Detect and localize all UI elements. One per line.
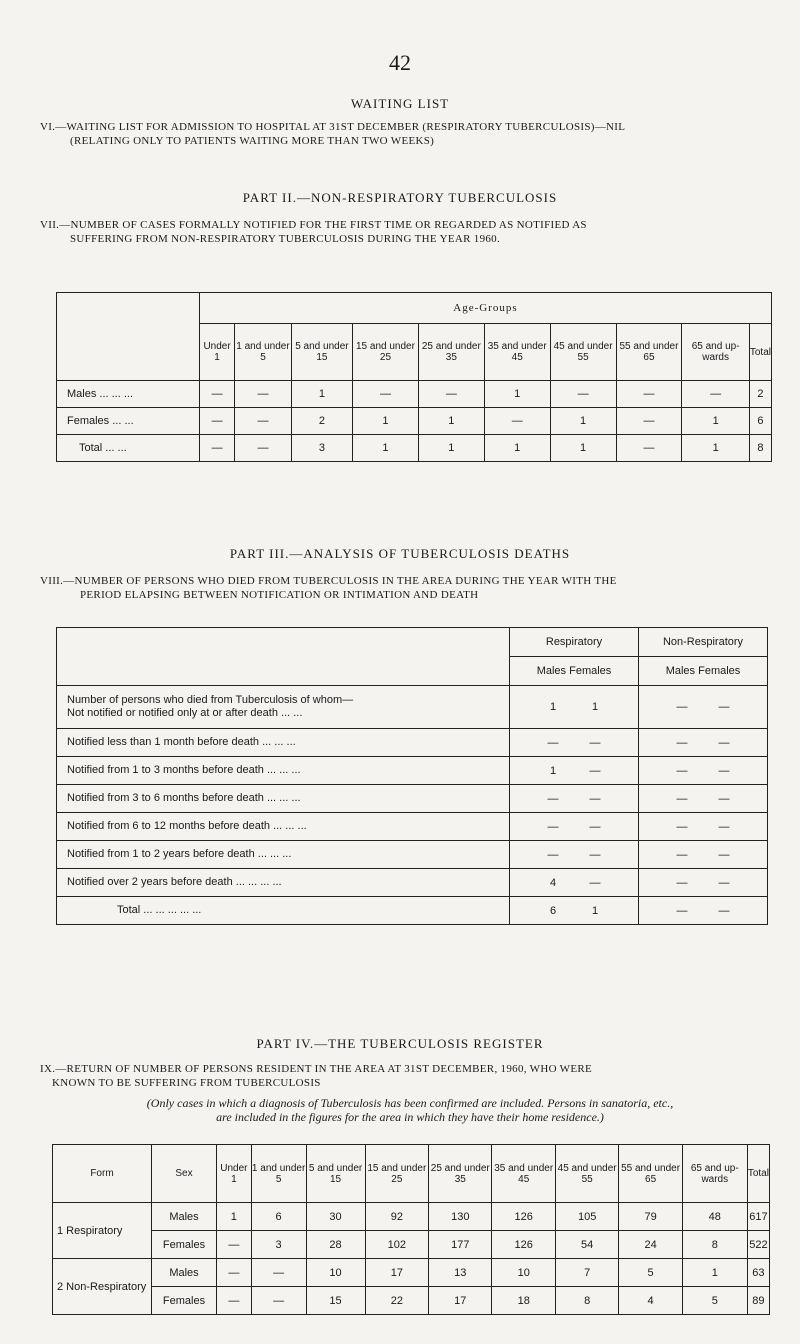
non-respiratory-cell — [639, 813, 768, 841]
respiratory-cell — [510, 897, 639, 925]
females-value: — — [718, 764, 730, 777]
respiratory-cell — [510, 841, 639, 869]
cell: 7 — [555, 1259, 618, 1287]
sex-label: Males — [152, 1203, 217, 1231]
col-header: 35 and under 45 — [484, 324, 550, 381]
sex-label: Females — [152, 1231, 217, 1259]
waiting-line-1: VI.—WAITING LIST FOR ADMISSION TO HOSPITAL AT 31ST DECEMBER (RESPIRATORY TUBERCULOSIS)—NIL — [40, 121, 626, 133]
row-label: Notified from 3 to 6 months before death ... ... ... — [57, 785, 510, 813]
row-label: Notified over 2 years before death ... ... ... ... — [57, 869, 510, 897]
part2-heading: PART II.—NON-RESPIRATORY TUBERCULOSIS — [242, 190, 558, 205]
row-label: Total ... ... ... ... ... — [57, 897, 510, 925]
col-header: 15 and under 25 — [353, 324, 419, 381]
col-header: 45 and under 55 — [555, 1145, 618, 1203]
sex-label: Females — [152, 1287, 217, 1315]
cell: 1 — [682, 408, 749, 435]
cell: 105 — [555, 1203, 618, 1231]
col-header: Sex — [152, 1145, 217, 1203]
cell: 5 — [682, 1287, 747, 1315]
cell: — — [418, 381, 484, 408]
col-header: Under 1 — [217, 1145, 252, 1203]
cell: 1 — [682, 435, 749, 462]
part3-line-1: VIII.—NUMBER OF PERSONS WHO DIED FROM TUBERCULOSIS IN THE AREA DURING THE YEAR WITH THE — [40, 575, 617, 587]
cell: — — [235, 435, 292, 462]
non-respiratory-cell — [639, 757, 768, 785]
row-label: Notified from 1 to 2 years before death ... ... ... — [57, 841, 510, 869]
part4-description — [40, 1062, 770, 1090]
table-row — [57, 757, 768, 785]
cell: 3 — [251, 1231, 306, 1259]
cell: — — [251, 1287, 306, 1315]
males-value: 6 — [549, 904, 557, 917]
cell: 1 — [550, 408, 616, 435]
cell: — — [200, 435, 235, 462]
non-respiratory-cell — [639, 897, 768, 925]
cell: 1 — [418, 435, 484, 462]
col-header: 55 and under 65 — [619, 1145, 682, 1203]
females-value: — — [589, 792, 601, 805]
cell: 17 — [365, 1259, 428, 1287]
cell: 126 — [492, 1231, 555, 1259]
females-value: 1 — [591, 904, 599, 917]
cell: 6 — [749, 408, 771, 435]
part2-line-2: SUFFERING FROM NON-RESPIRATORY TUBERCULOSIS DURING THE YEAR 1960. — [70, 233, 501, 245]
non-respiratory-table — [56, 292, 772, 462]
females-value: — — [718, 792, 730, 805]
males-value: — — [547, 848, 559, 861]
respiratory-cell — [510, 757, 639, 785]
cell: 8 — [555, 1287, 618, 1315]
table-row — [53, 1203, 770, 1231]
females-value: — — [589, 848, 601, 861]
form-label: 2 Non-Respiratory — [53, 1259, 152, 1315]
respiratory-cell — [510, 686, 639, 729]
females-value: — — [718, 701, 730, 713]
cell: — — [251, 1259, 306, 1287]
respiratory-cell — [510, 785, 639, 813]
cell: — — [200, 408, 235, 435]
cell: — — [235, 381, 292, 408]
cell: 10 — [492, 1259, 555, 1287]
cell: — — [616, 381, 682, 408]
females-value: — — [589, 820, 601, 833]
females-value: — — [718, 848, 730, 861]
cell: — — [217, 1231, 252, 1259]
cell: — — [484, 408, 550, 435]
cell: 8 — [682, 1231, 747, 1259]
non-respiratory-cell — [639, 686, 768, 729]
cell: 1 — [418, 408, 484, 435]
cell: 1 — [550, 435, 616, 462]
cell: 2 — [291, 408, 352, 435]
col-header: 55 and under 65 — [616, 324, 682, 381]
row-label: Notified from 1 to 3 months before death ... ... ... — [57, 757, 510, 785]
col-header: 25 and under 35 — [418, 324, 484, 381]
page-number: 42 — [389, 50, 411, 75]
row-label: Notified less than 1 month before death ... ... ... — [57, 729, 510, 757]
part4-line-2: KNOWN TO BE SUFFERING FROM TUBERCULOSIS — [52, 1077, 321, 1089]
males-value: — — [676, 820, 688, 833]
cell: 79 — [619, 1203, 682, 1231]
cell: — — [616, 435, 682, 462]
note-line-1: (Only cases in which a diagnosis of Tuberculosis has been confirmed are included. Persons in sanatoria, etc., — [146, 1096, 674, 1110]
part4-line-1: IX.—RETURN OF NUMBER OF PERSONS RESIDENT IN THE AREA AT 31ST DECEMBER, 1960, WHO WERE — [40, 1063, 593, 1075]
table-row — [57, 381, 772, 408]
col-header: 25 and under 35 — [429, 1145, 492, 1203]
col-header: Form — [53, 1145, 152, 1203]
cell: 89 — [747, 1287, 769, 1315]
cell: 102 — [365, 1231, 428, 1259]
form-label: 1 Respiratory — [53, 1203, 152, 1259]
females-value: — — [718, 876, 730, 889]
cell: 130 — [429, 1203, 492, 1231]
cell: — — [200, 381, 235, 408]
corner-cell — [57, 628, 510, 686]
cell: 1 — [217, 1203, 252, 1231]
cell: 1 — [484, 381, 550, 408]
row-label: Total ... ... — [57, 435, 200, 462]
males-value: — — [676, 701, 688, 713]
cell: 30 — [306, 1203, 365, 1231]
table-row — [57, 785, 768, 813]
col-header: 35 and under 45 — [492, 1145, 555, 1203]
part2-line-1: VII.—NUMBER OF CASES FORMALLY NOTIFIED FOR THE FIRST TIME OR REGARDED AS NOTIFIED AS — [40, 219, 587, 231]
col-header: 1 and under 5 — [235, 324, 292, 381]
table-row — [57, 813, 768, 841]
note-line-2: are included in the figures for the area in which they have their home residence.) — [216, 1110, 604, 1124]
corner-cell — [57, 293, 200, 381]
females-value: 1 — [591, 701, 599, 713]
row-label: Males ... ... ... — [57, 381, 200, 408]
males-value: — — [676, 876, 688, 889]
table-row — [57, 869, 768, 897]
cell: — — [235, 408, 292, 435]
table-row — [57, 435, 772, 462]
cell: 5 — [619, 1259, 682, 1287]
non-respiratory-cell — [639, 729, 768, 757]
cell: 63 — [747, 1259, 769, 1287]
cell: 6 — [251, 1203, 306, 1231]
females-value: — — [589, 736, 601, 749]
cell: 92 — [365, 1203, 428, 1231]
cell: 1 — [682, 1259, 747, 1287]
males-value: — — [547, 736, 559, 749]
row-label-line-2: Not notified or notified only at or after death ... ... — [67, 707, 303, 719]
cell: 17 — [429, 1287, 492, 1315]
table-row — [53, 1231, 770, 1259]
cell: 13 — [429, 1259, 492, 1287]
males-value: — — [547, 820, 559, 833]
females-value: — — [718, 820, 730, 833]
males-value: — — [676, 848, 688, 861]
respiratory-cell — [510, 729, 639, 757]
cell: 3 — [291, 435, 352, 462]
sex-label: Males — [152, 1259, 217, 1287]
females-value: — — [589, 876, 601, 889]
females-value: — — [589, 764, 601, 777]
col-header: Under 1 — [200, 324, 235, 381]
non-respiratory-cell — [639, 869, 768, 897]
cell: 1 — [353, 408, 419, 435]
males-value: — — [676, 736, 688, 749]
cell: 4 — [619, 1287, 682, 1315]
cell: 1 — [291, 381, 352, 408]
deaths-table — [56, 627, 768, 925]
non-respiratory-header: Non-Respiratory — [639, 628, 768, 657]
respiratory-subheader: Males Females — [510, 657, 639, 686]
row-label: Notified from 6 to 12 months before death ... ... ... — [57, 813, 510, 841]
col-header: 65 and up-wards — [682, 1145, 747, 1203]
non-respiratory-cell — [639, 841, 768, 869]
cell: 28 — [306, 1231, 365, 1259]
non-respiratory-cell — [639, 785, 768, 813]
table-row — [53, 1259, 770, 1287]
males-value: — — [676, 904, 688, 917]
males-value: 1 — [549, 701, 557, 713]
cell: 1 — [484, 435, 550, 462]
cell: 54 — [555, 1231, 618, 1259]
cell: 10 — [306, 1259, 365, 1287]
cell: — — [353, 381, 419, 408]
cell: 522 — [747, 1231, 769, 1259]
waiting-line-2: (RELATING ONLY TO PATIENTS WAITING MORE THAN TWO WEEKS) — [70, 135, 435, 147]
respiratory-cell — [510, 813, 639, 841]
respiratory-header: Respiratory — [510, 628, 639, 657]
non-respiratory-subheader: Males Females — [639, 657, 768, 686]
table-row — [57, 408, 772, 435]
table-row — [53, 1287, 770, 1315]
cell: 18 — [492, 1287, 555, 1315]
cell: 2 — [749, 381, 771, 408]
waiting-list-heading: WAITING LIST — [350, 96, 450, 111]
part2-description — [40, 218, 770, 246]
col-header: Total — [747, 1145, 769, 1203]
cell: 15 — [306, 1287, 365, 1315]
males-value: 1 — [549, 764, 557, 777]
males-value: — — [676, 764, 688, 777]
cell: 8 — [749, 435, 771, 462]
cell: — — [616, 408, 682, 435]
cell: — — [217, 1259, 252, 1287]
col-header: 45 and under 55 — [550, 324, 616, 381]
table-row — [57, 686, 768, 729]
males-value: — — [547, 792, 559, 805]
males-value: — — [676, 792, 688, 805]
part3-heading: PART III.—ANALYSIS OF TUBERCULOSIS DEATHS — [229, 546, 571, 561]
cell: — — [682, 381, 749, 408]
males-value: 4 — [549, 876, 557, 889]
col-header: 15 and under 25 — [365, 1145, 428, 1203]
waiting-list-text — [40, 120, 770, 148]
row-label: Females ... ... — [57, 408, 200, 435]
age-groups-header: Age-Groups — [200, 293, 772, 324]
register-table — [52, 1144, 770, 1315]
col-header: 1 and under 5 — [251, 1145, 306, 1203]
part3-description — [40, 574, 770, 602]
row-label-line-1: Number of persons who died from Tuberculosis of whom— — [67, 694, 354, 706]
females-value: — — [718, 736, 730, 749]
cell: — — [550, 381, 616, 408]
part4-note — [50, 1096, 770, 1124]
row-label — [57, 686, 510, 729]
cell: 24 — [619, 1231, 682, 1259]
cell: 617 — [747, 1203, 769, 1231]
col-header: 5 and under 15 — [306, 1145, 365, 1203]
col-header: Total — [749, 324, 771, 381]
table-row — [57, 841, 768, 869]
cell: 177 — [429, 1231, 492, 1259]
cell: 1 — [353, 435, 419, 462]
respiratory-cell — [510, 869, 639, 897]
part3-line-2: PERIOD ELAPSING BETWEEN NOTIFICATION OR INTIMATION AND DEATH — [80, 589, 479, 601]
cell: 22 — [365, 1287, 428, 1315]
table-row — [57, 897, 768, 925]
cell: 126 — [492, 1203, 555, 1231]
females-value: — — [718, 904, 730, 917]
cell: 48 — [682, 1203, 747, 1231]
cell: — — [217, 1287, 252, 1315]
table-row — [57, 729, 768, 757]
part4-heading: PART IV.—THE TUBERCULOSIS REGISTER — [256, 1036, 544, 1051]
col-header: 5 and under 15 — [291, 324, 352, 381]
col-header: 65 and up-wards — [682, 324, 749, 381]
